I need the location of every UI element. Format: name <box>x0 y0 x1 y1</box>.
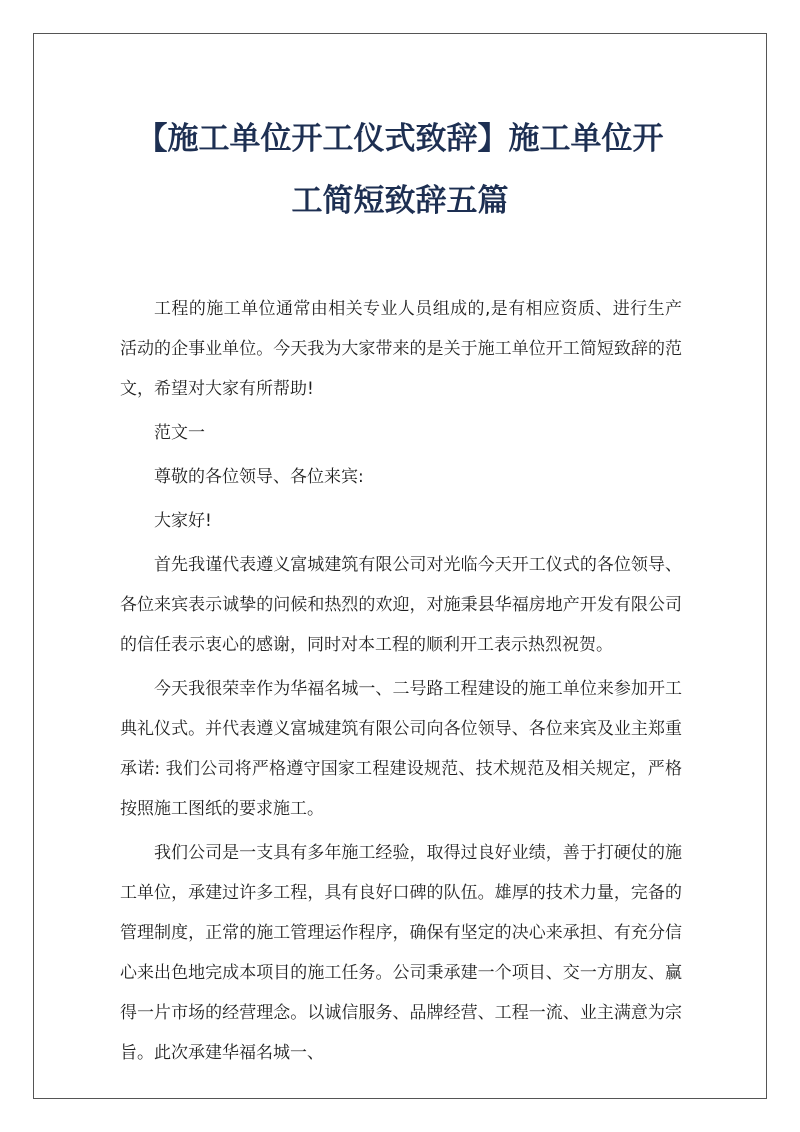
paragraph-company-profile: 我们公司是一支具有多年施工经验，取得过良好业绩，善于打硬仗的施工单位，承建过许多工程，具有良好口碑的队伍。雄厚的技术力量，完备的管理制度，正常的施工管理运作程序，确保有坚定的决心来承担、有充分信心来出色地完成本项目的施工任务。公司秉承建一个项目、交一方朋友、赢得一片市场的经营理念。以诚信服务、品牌经营、工程一流、业主满意为宗旨。此次承建华福名城一、 <box>120 843 682 1063</box>
paragraph-greeting: 大家好! <box>154 511 212 531</box>
document-body <box>120 289 682 1077</box>
paragraph-welcome: 首先我谨代表遵义富城建筑有限公司对光临今天开工仪式的各位领导、各位来宾表示诚挚的问候和热烈的欢迎，对施秉县华福房地产开发有限公司的信任表示衷心的感谢，同时对本工程的顺利开工表示热烈祝贺。 <box>120 555 682 655</box>
paragraph-salutation: 尊敬的各位领导、各位来宾: <box>154 467 364 487</box>
title-line-2: 工简短致辞五篇 <box>291 183 509 219</box>
document-title <box>60 108 740 232</box>
title-line-1: 【施工单位开工仪式致辞】施工单位开 <box>136 121 664 157</box>
paragraph-sample-heading: 范文一 <box>154 423 205 443</box>
paragraph-intro: 工程的施工单位通常由相关专业人员组成的,是有相应资质、进行生产活动的企事业单位。今天我为大家带来的是关于施工单位开工简短致辞的范文，希望对大家有所帮助! <box>120 299 682 399</box>
paragraph-commitment: 今天我很荣幸作为华福名城一、二号路工程建设的施工单位来参加开工典礼仪式。并代表遵义富城建筑有限公司向各位领导、各位来宾及业主郑重承诺: 我们公司将严格遵守国家工程建设规范、技术规范及相关规定，严格按照施工图纸的要求施工。 <box>120 679 682 819</box>
